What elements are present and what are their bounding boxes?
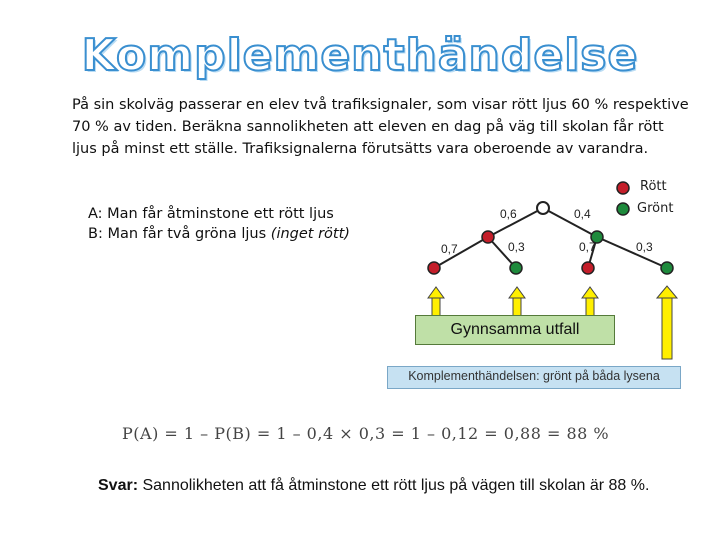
legend-green-label: Grönt [637,201,674,216]
event-b-note: (inget rött) [270,226,350,242]
branch-r-r [597,237,667,268]
prob-top-right: 0,4 [574,207,591,221]
probability-formula: P(A) = 1 – P(B) = 1 – 0,4 × 0,3 = 1 – 0,12 = 0,88 = 88 % [122,424,610,443]
legend-red-dot [617,182,629,194]
leaf-green-green [661,262,673,274]
leaf-red-green [510,262,522,274]
answer [98,475,698,497]
answer-text: Sannolikheten att få åtminstone ett rött ljus på vägen till skolan är 88 %. [138,477,650,494]
event-b-text: B: Man får två gröna ljus [88,226,271,242]
leaf-red-red [428,262,440,274]
prob-l1: 0,7 [441,242,458,256]
answer-label: Svar: [98,477,139,494]
problem-text: På sin skolväg passerar en elev två trafiksignaler, som visar rött ljus 60 % respektive 70 % av tiden. Beräkna sannolikheten att eleven en dag på väg till skolan får rött ljus på minst ett ställe. Trafiksignalerna förutsätts vara oberoende av varandra. [72,97,689,157]
legend-green-dot [617,203,629,215]
legend-red-label: Rött [640,179,667,194]
favourable-outcomes-box: Gynnsamma utfall [415,315,615,345]
node-red-1 [482,231,494,243]
event-a: A: Man får åtminstone ett rött ljus [88,206,334,222]
prob-r2: 0,3 [636,240,653,254]
prob-l2: 0,3 [508,240,525,254]
leaf-green-red [582,262,594,274]
page-title: Komplementhändelse [81,30,639,81]
complement-event-text: Komplementhändelsen: grönt på båda lysena [408,369,660,383]
arrow-up-4 [657,286,677,359]
prob-r1: 0,7 [579,240,596,254]
tree-root-node [537,202,549,214]
prob-top-left: 0,6 [500,207,517,221]
